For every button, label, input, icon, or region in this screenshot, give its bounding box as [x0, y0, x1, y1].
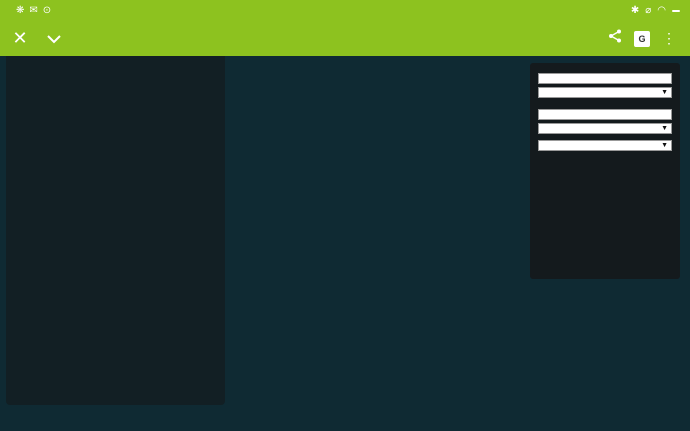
status-right: [631, 5, 680, 16]
chevron-down-icon[interactable]: [40, 25, 68, 53]
silent-icon: ⌀: [645, 5, 652, 16]
status-icons: [16, 5, 51, 16]
share-icon[interactable]: [608, 29, 622, 48]
control-panel: [530, 63, 680, 279]
show-select[interactable]: [538, 140, 672, 151]
search-apps-input[interactable]: [538, 73, 672, 84]
search-devices-input[interactable]: [538, 109, 672, 120]
chevron-down-icon: ▼: [661, 142, 668, 149]
chevron-down-icon: ▼: [661, 125, 668, 132]
more-menu-icon[interactable]: ⋮: [662, 30, 676, 46]
apps-select[interactable]: [538, 87, 672, 98]
app-icon: ⊙: [42, 5, 52, 16]
battery-icon: [672, 10, 680, 12]
app-bar: [0, 21, 690, 56]
notification-icon: ✉: [29, 5, 38, 16]
chevron-down-icon: ▼: [661, 89, 668, 96]
status-bar: [0, 0, 690, 21]
bluetooth-icon: ✱: [630, 5, 640, 16]
translate-icon[interactable]: G: [634, 31, 650, 47]
legend-panel[interactable]: [6, 56, 225, 405]
hub-icon: ❋: [16, 5, 25, 16]
devices-select[interactable]: [538, 123, 672, 134]
close-icon[interactable]: ✕: [12, 28, 28, 48]
wifi-icon: ◠: [657, 5, 666, 16]
